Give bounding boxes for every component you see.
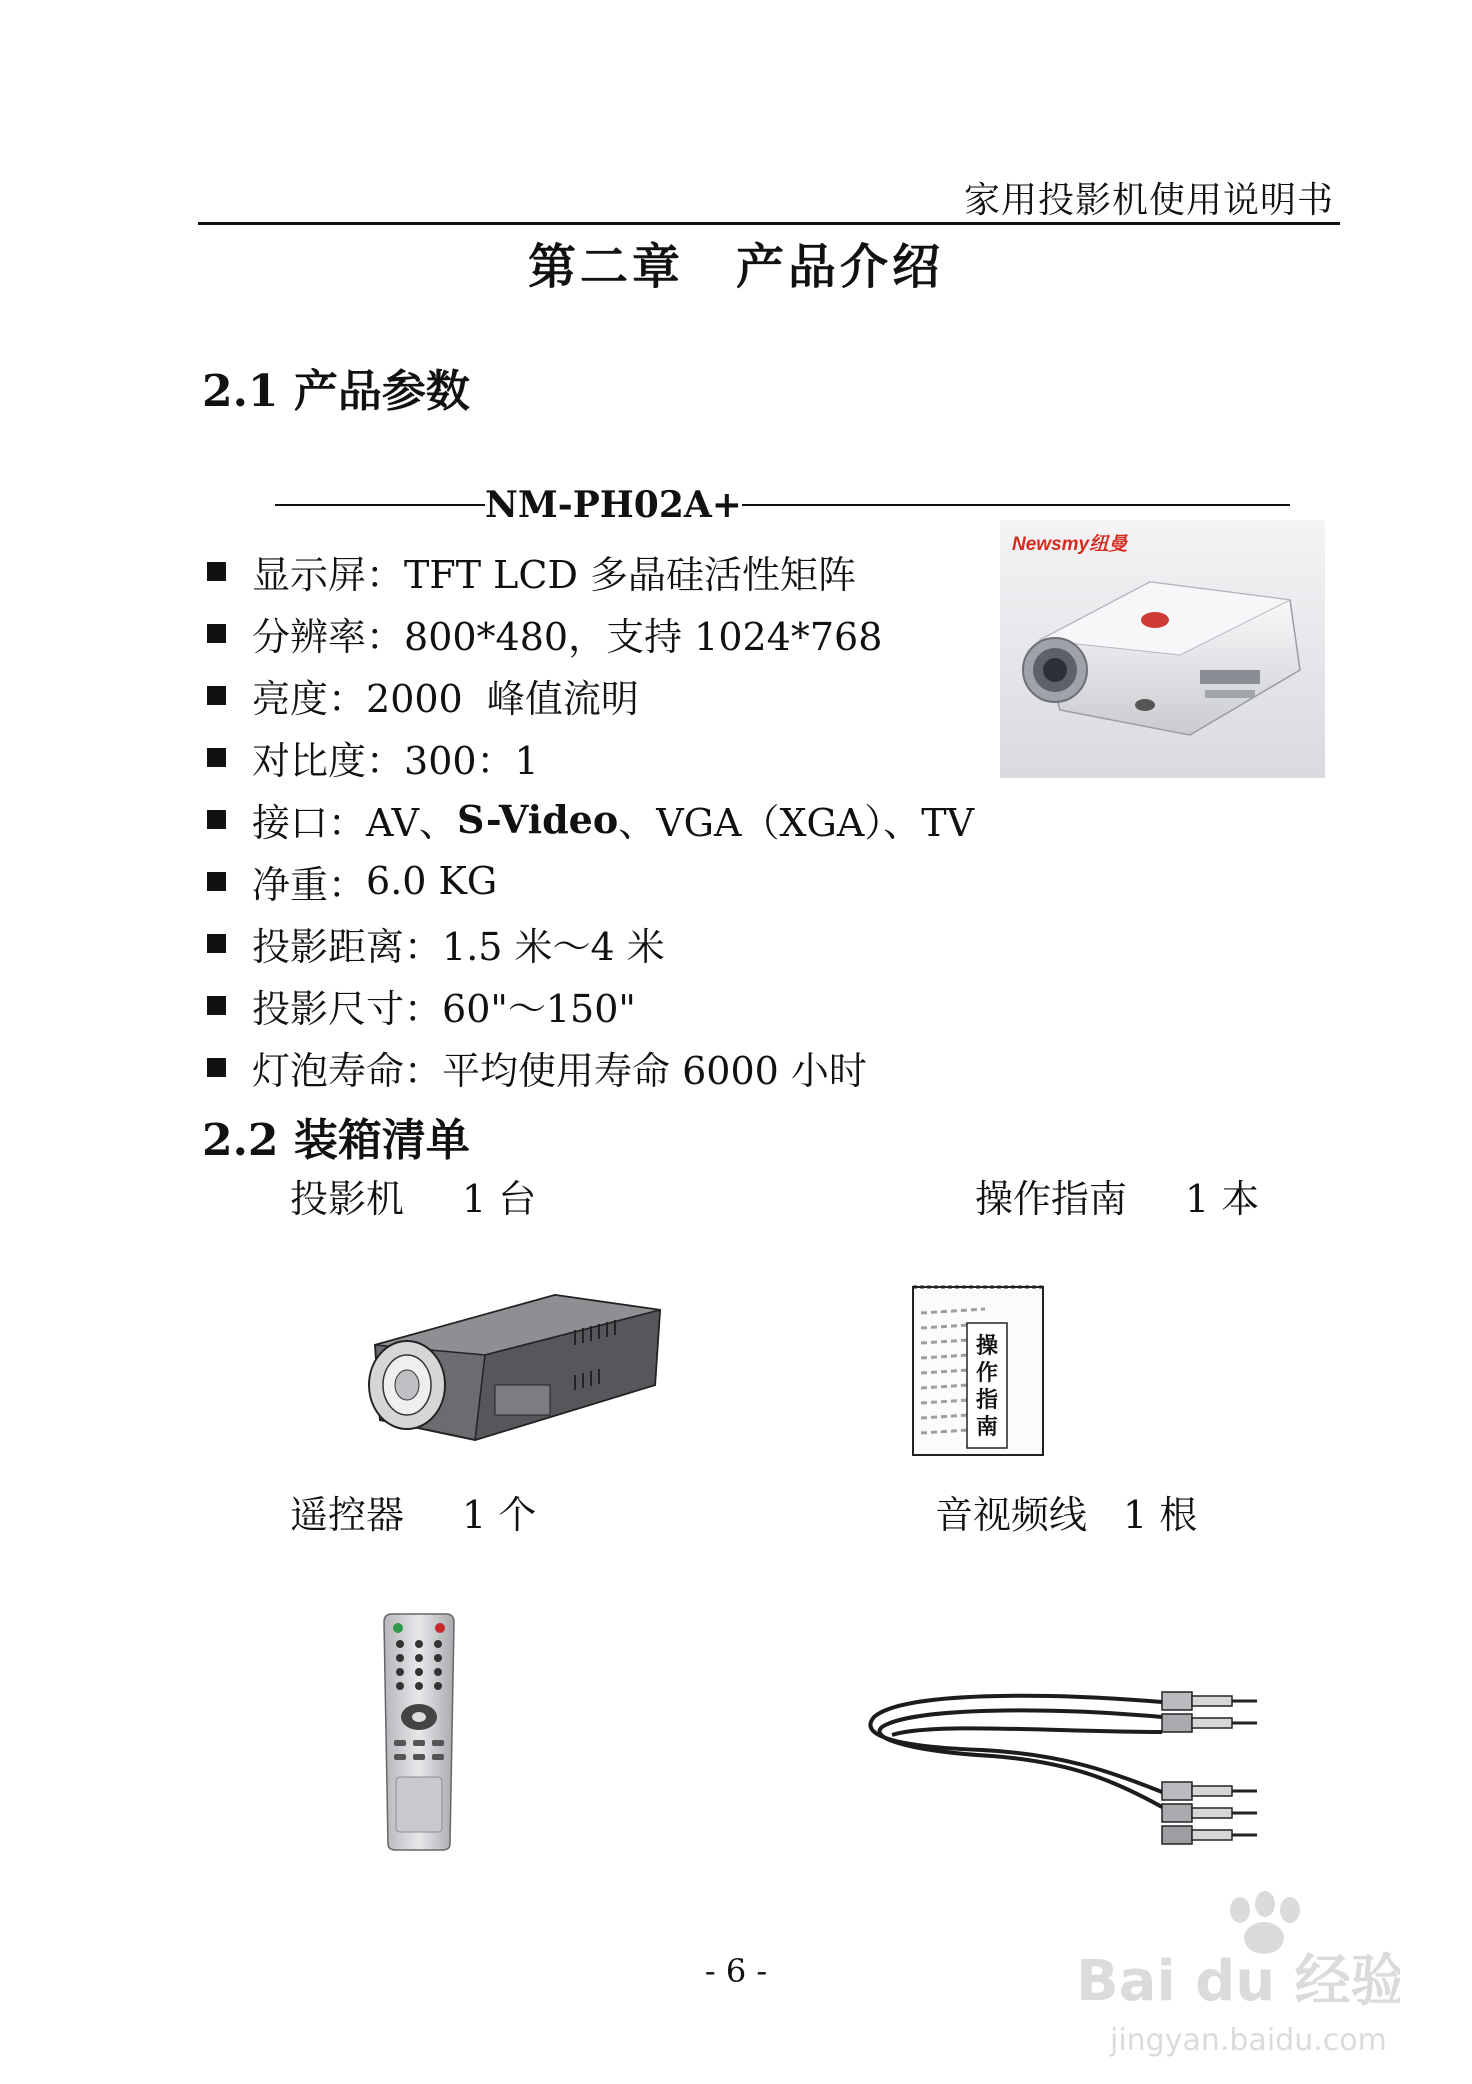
model-rule-right	[742, 504, 1290, 506]
projector-product-photo	[1000, 520, 1325, 778]
watermark-logo-text: Bai du 经验	[1076, 1949, 1400, 2014]
document-header-title: 家用投影机使用说明书	[963, 180, 1334, 221]
manual-cover-char: 作	[975, 1361, 999, 1386]
packing-item-av-cable: 音视频线 1 根	[935, 1493, 1198, 1537]
bullet-square-icon	[207, 748, 226, 767]
section-title-params: 2.1 产品参数	[202, 366, 470, 417]
packing-item-manual: 操作指南 1 本	[975, 1177, 1260, 1221]
spec-item-contrast: 对比度： 300：1	[205, 726, 974, 788]
watermark-url: jingyan.baidu.com	[1110, 2023, 1387, 2058]
bullet-square-icon	[207, 810, 226, 829]
chapter-title: 第二章 产品介绍	[527, 239, 944, 295]
packing-item-remote: 遥控器 1 个	[290, 1493, 537, 1537]
av-cable-illustration	[862, 1672, 1272, 1852]
spec-item-interfaces: 接口： AV、 S-Video 、VGA（XGA）、TV	[205, 788, 974, 850]
manual-cover-char: 南	[975, 1415, 999, 1440]
bullet-square-icon	[207, 1058, 226, 1077]
projector-illustration	[355, 1290, 665, 1450]
brand-logo-text: Newsmy纽曼	[1012, 534, 1128, 555]
spec-item-distance: 投影距离： 1.5 米～4 米	[205, 912, 974, 974]
spec-item-lamp-life: 灯泡寿命： 平均使用寿命 6000 小时	[205, 1036, 974, 1098]
model-name: NM-PH02A+	[485, 484, 742, 526]
header-divider	[198, 222, 1340, 225]
manual-cover-char: 指	[975, 1388, 999, 1413]
bullet-square-icon	[207, 872, 226, 891]
model-rule-left	[275, 504, 485, 506]
spec-item-resolution: 分辨率： 800*480，支持 1024*768	[205, 602, 974, 664]
packing-item-projector: 投影机 1 台	[290, 1177, 537, 1221]
spec-list	[205, 540, 974, 1098]
section-title-packing: 2.2 装箱清单	[202, 1115, 470, 1166]
bullet-square-icon	[207, 996, 226, 1015]
spec-item-size: 投影尺寸： 60"～150"	[205, 974, 974, 1036]
bullet-square-icon	[207, 934, 226, 953]
manual-booklet-illustration	[905, 1283, 1050, 1458]
spec-item-brightness: 亮度： 2000 峰值流明	[205, 664, 974, 726]
bullet-square-icon	[207, 624, 226, 643]
bullet-square-icon	[207, 686, 226, 705]
spec-item-weight: 净重： 6.0 KG	[205, 850, 974, 912]
page-number: - 6 -	[704, 1952, 768, 1990]
baidu-jingyan-watermark	[1070, 1890, 1400, 2080]
spec-item-display: 显示屏： TFT LCD 多晶硅活性矩阵	[205, 540, 974, 602]
bullet-square-icon	[207, 562, 226, 581]
manual-cover-char: 操	[975, 1334, 999, 1359]
remote-control-illustration	[378, 1612, 460, 1852]
